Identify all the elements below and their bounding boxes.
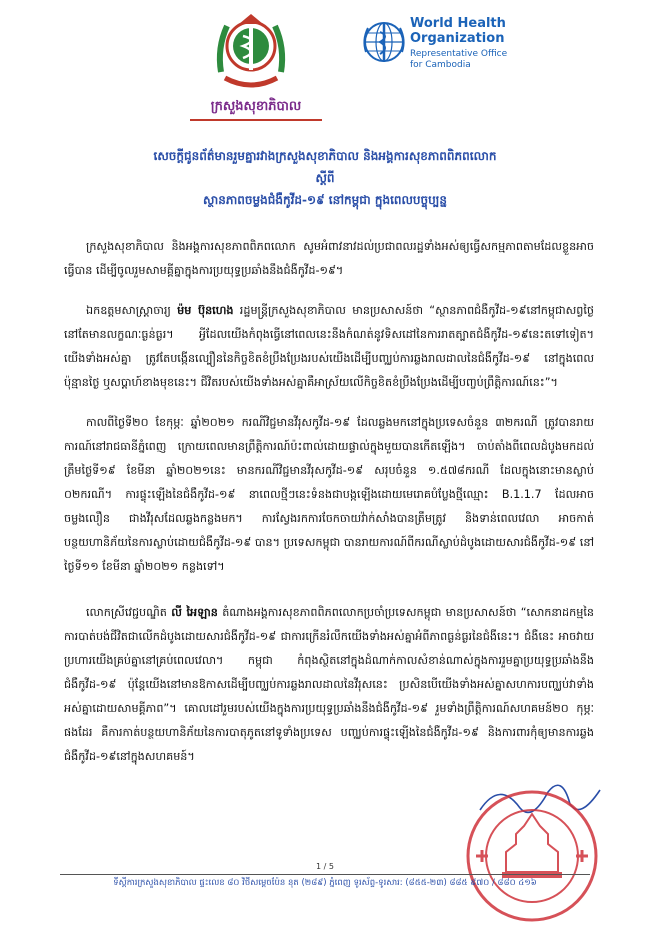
- page-number: 1 / 5: [316, 862, 334, 871]
- moh-emblem-logo: [213, 8, 289, 92]
- who-wordmark: [410, 16, 610, 71]
- document-title: សេចក្តីជូនព័ត៌មានរួមគ្នារវាងក្រសួងសុខាភិបាល និងអង្គការសុខភាពពិភពលោក: [153, 149, 497, 163]
- who-name-line1: World Health: [410, 16, 506, 31]
- who-name-line2: Organization: [410, 31, 505, 46]
- who-office-line2: for Cambodia: [410, 60, 471, 70]
- who-office-line1: Representative Office: [410, 49, 508, 59]
- paragraph-1: ក្រសួងសុខាភិបាល និងអង្គការសុខភាពពិភពលោក សូមអំពាវនាវដល់ប្រជាពលរដ្ឋទាំងអស់ឲ្យធ្វើសកម្មភាពតាមដែលខ្លួនអាចធ្វើបាន ដើម្បីចូលរួមសាមគ្គីគ្នាក្នុងការប្រយុទ្ធប្រឆាំងនឹងជំងឺកូវីដ-១៩។: [64, 240, 594, 277]
- paragraph-2: [64, 299, 594, 395]
- paragraph-4: [64, 601, 594, 769]
- document-subtitle: ស្ថានភាពចម្លងជំងឺកូវីដ-១៩ នៅកម្ពុជា ក្នុងពេលបច្ចុប្បន្ន: [203, 193, 447, 207]
- official-seal-stamp: [462, 786, 602, 926]
- paragraph-2-body: រដ្ឋមន្ត្រីក្រសួងសុខាភិបាល មានប្រសាសន៍ថា “ស្ថានភាពជំងឺកូវីដ-១៩នៅកម្ពុជាសព្វថ្ងៃនៅតែមានលក្ខណៈធ្ងន់ធ្ងរ។ អ្វីដែលយើងកំពុងធ្វើនៅពេលនេះនឹងកំណត់នូវទិសដៅនៃការរាតត្បាតជំងឺកូវីដ-១៩នេះតទៅទៀត។ យើងទាំងអស់គ្នា ត្រូវតែបង្កើនល្បឿននៃកិច្ចខិតខំប្រឹងប្រែងរបស់យើងដើម្បីបញ្ឈប់ការឆ្លងរាលដាលនៃជំងឺកូវីដ-១៩ នៅក្នុងពេលប៉ុន្មានថ្ងៃ ឬសប្តាហ៍ខាងមុខនេះ។ ជីវិតរបស់យើងទាំងអស់គ្នាគឺអាស្រ័យលើកិច្ចខិតខំប្រឹងប្រែងដើម្បីបញ្ចប់ព្រឹត្តិការណ៍នេះ”។: [64, 304, 595, 389]
- paragraph-3: កាលពីថ្ងៃទី២០ ខែកុម្ភៈ ឆ្នាំ២០២១ ករណីវិជ្ជមានវីរុសកូវីដ-១៩ ដែលឆ្លងមកនៅក្នុងប្រទេសចំនួន ៣២ករណី ត្រូវបានរាយការណ៍នៅរាជធានីភ្នំពេញ ក្រោយពេលមានព្រឹត្តិការណ៍ប៉ះពាល់ដោយផ្ទាល់ក្នុងមួយបានកើតឡើង។ ចាប់តាំងពីពេលដំបូងមកដល់ត្រឹមថ្ងៃទី១៩ ខែមីនា ឆ្នាំ២០២១នេះ មានករណីវិជ្ជមានវីរុសកូវីដ-១៩ សរុបចំនួន ១.៥៧៨ករណី ដែលក្នុងនោះមានស្លាប់ ០២ករណី។ ការផ្ទុះឡើងនៃជំងឺកូវីដ-១៩ នាពេលថ្មីៗនេះទំនងជាបង្កឡើងដោយមេរោគបំប្លែងថ្មីឈ្មោះ B.1.1.7 ដែលអាចចម្លងលឿន ជាងវីរុសដែលឆ្លងកន្លងមក។ ការស្វែងរកការចែកចាយវ៉ាក់សាំងបានត្រឹមត្រូវ និងទាន់ពេលវេលា អាចកាត់បន្ថយហានិភ័យនៃការស្លាប់ដោយជំងឺកូវីដ-១៩ បាន។ ប្រទេសកម្ពុជា បានរាយការណ៍ពីករណីស្លាប់ដំបូងដោយសារជំងឺកូវីដ-១៩ នៅថ្ងៃទី១១ ខែមីនា ឆ្នាំ២០២១ កន្លងទៅ។: [64, 416, 594, 573]
- document-title-block: [60, 145, 590, 211]
- footer-address: ទីស្តីការក្រសួងសុខាភិបាល ផ្ទះលេខ ៨០ វិថីសម្តេចប៉ែន នុត (២៨៩) ភ្នំពេញ ទូរស័ព្ទ-ទូរសារ: (៨៥៥-២៣) ៨៨៥ ៩៧០ / ៨៨០ ៤១៦: [113, 878, 537, 888]
- document-body: [64, 235, 594, 785]
- who-emblem-logo: [360, 18, 408, 66]
- document-title-about: ស្តីពី: [315, 171, 335, 185]
- paragraph-2-lead: ឯកឧត្តមសាស្ត្រាចារ្យ: [86, 304, 178, 317]
- paragraph-4-body: តំណាងអង្គការសុខភាពពិភពលោកប្រចាំប្រទេសកម្ពុជា មានប្រសាសន៍ថា “សោកនាដកម្មនៃការបាត់បង់ជីវិតជាលើកដំបូងដោយសារជំងឺកូវីដ-១៩ ជាការក្រើនរំលឹកយើងទាំងអស់គ្នាអំពីភាពធ្ងន់ធ្ងរនៃជំងឺនេះ។ ជំងឺនេះ អាចវាយប្រហារយើងគ្រប់គ្នានៅគ្រប់ពេលវេលា។ កម្ពុជា កំពុងស្ថិតនៅក្នុងដំណាក់កាលសំខាន់ណាស់ក្នុងការរួមគ្នាប្រយុទ្ធប្រឆាំងនឹងជំងឺកូវីដ-១៩ ប៉ុន្តែយើងនៅមានឱកាសដើម្បីបញ្ឈប់ការឆ្លងរាលដាលនៃវីរុសនេះ ប្រសិនបើយើងទាំងអស់គ្នាសហការបញ្ឈប់វាទាំងអស់គ្នាដោយសាមគ្គីភាព”។ គោលដៅរួមរបស់យើងក្នុងការប្រយុទ្ធប្រឆាំងនឹងជំងឺកូវីដ-១៩ រួមទាំងព្រឹត្តិការណ៍សហគមន៍២០ កុម្ភៈផងដែរ គឺការកាត់បន្ថយហានិភ័យនៃការបាតុភូតនៅទូទាំងប្រទេស បញ្ឈប់ការផ្ទុះឡើងនៃជំងឺកូវីដ-១៩ និងការពារកុំឲ្យមានការឆ្លងជំងឺកូវីដ-១៩នៅក្នុងសហគមន៍។: [64, 606, 594, 763]
- paragraph-4-lead: លោកស្រីវេជ្ជបណ្ឌិត: [86, 606, 172, 619]
- moh-name: ក្រសួងសុខាភិបាល: [190, 98, 322, 121]
- who-representative-name: លី អៃឡាន: [171, 606, 218, 619]
- minister-name: ម៉ម ប៊ុនហេង: [177, 304, 234, 317]
- footer-divider: [60, 874, 590, 875]
